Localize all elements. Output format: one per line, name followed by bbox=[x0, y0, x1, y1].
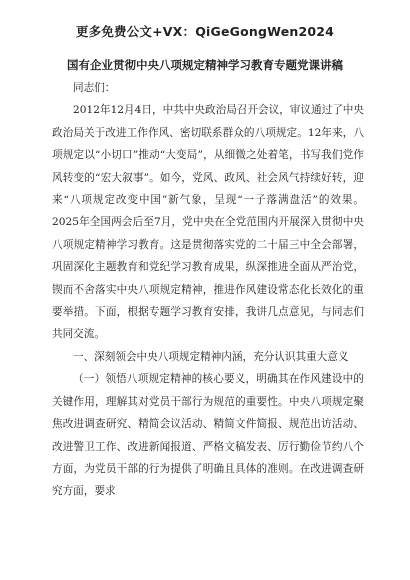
document-title: 国有企业贯彻中央八项规定精神学习教育专题党课讲稿 bbox=[67, 58, 343, 72]
paragraph-subsection-1: （一）领悟八项规定精神的核心要义，明确其在作风建设中的关键作用，理解其对党员干部行为规范的重要性。中央八项规定聚焦改进调查研究、精简会议活动、精简文件简报、规范出访活动、改进警卫工作、改进新闻报道、严格文稿发表、厉行勤俭节约八个方面，为党员干部的行为提供了明确且具体的准则。在改进调查研究方面，要求 bbox=[52, 373, 364, 498]
salutation: 同志们： bbox=[73, 82, 116, 94]
section-heading-1: 一、深刻领会中央八项规定精神内涵，充分认识其重大意义 bbox=[73, 350, 349, 363]
paragraph-intro: 2012年12月4日，中共中央政治局召开会议，审议通过了中央政治局关于改进工作作风、密切联系群众的八项规定。12年来，八项规定以“小切口”推动“大变局”，从细微之处着笔，书写我们党作风转变的“宏大叙事”。如今，党风、政风、社会风气持续好转，迎来“八项规定改变中国”新气象，呈现“一子落满盘活”的效果。2025年全国两会后至7月，党中央在全党范围内开展深入贯彻中央八项规定精神学习教育。这是贯彻落实党的二十届三中全会部署，巩固深化主题教育和党纪学习教育成果，纵深推进全面从严治党，锲而不舍落实中央八项规定精神，推进作风建设常态化长效化的重要举措。下面，根据专题学习教育安排，我讲几点意见，与同志们共同交流。 bbox=[52, 104, 364, 341]
promo-banner: 更多免费公文+VX：QiGeGongWen2024 bbox=[75, 24, 335, 39]
document-body bbox=[52, 77, 364, 503]
